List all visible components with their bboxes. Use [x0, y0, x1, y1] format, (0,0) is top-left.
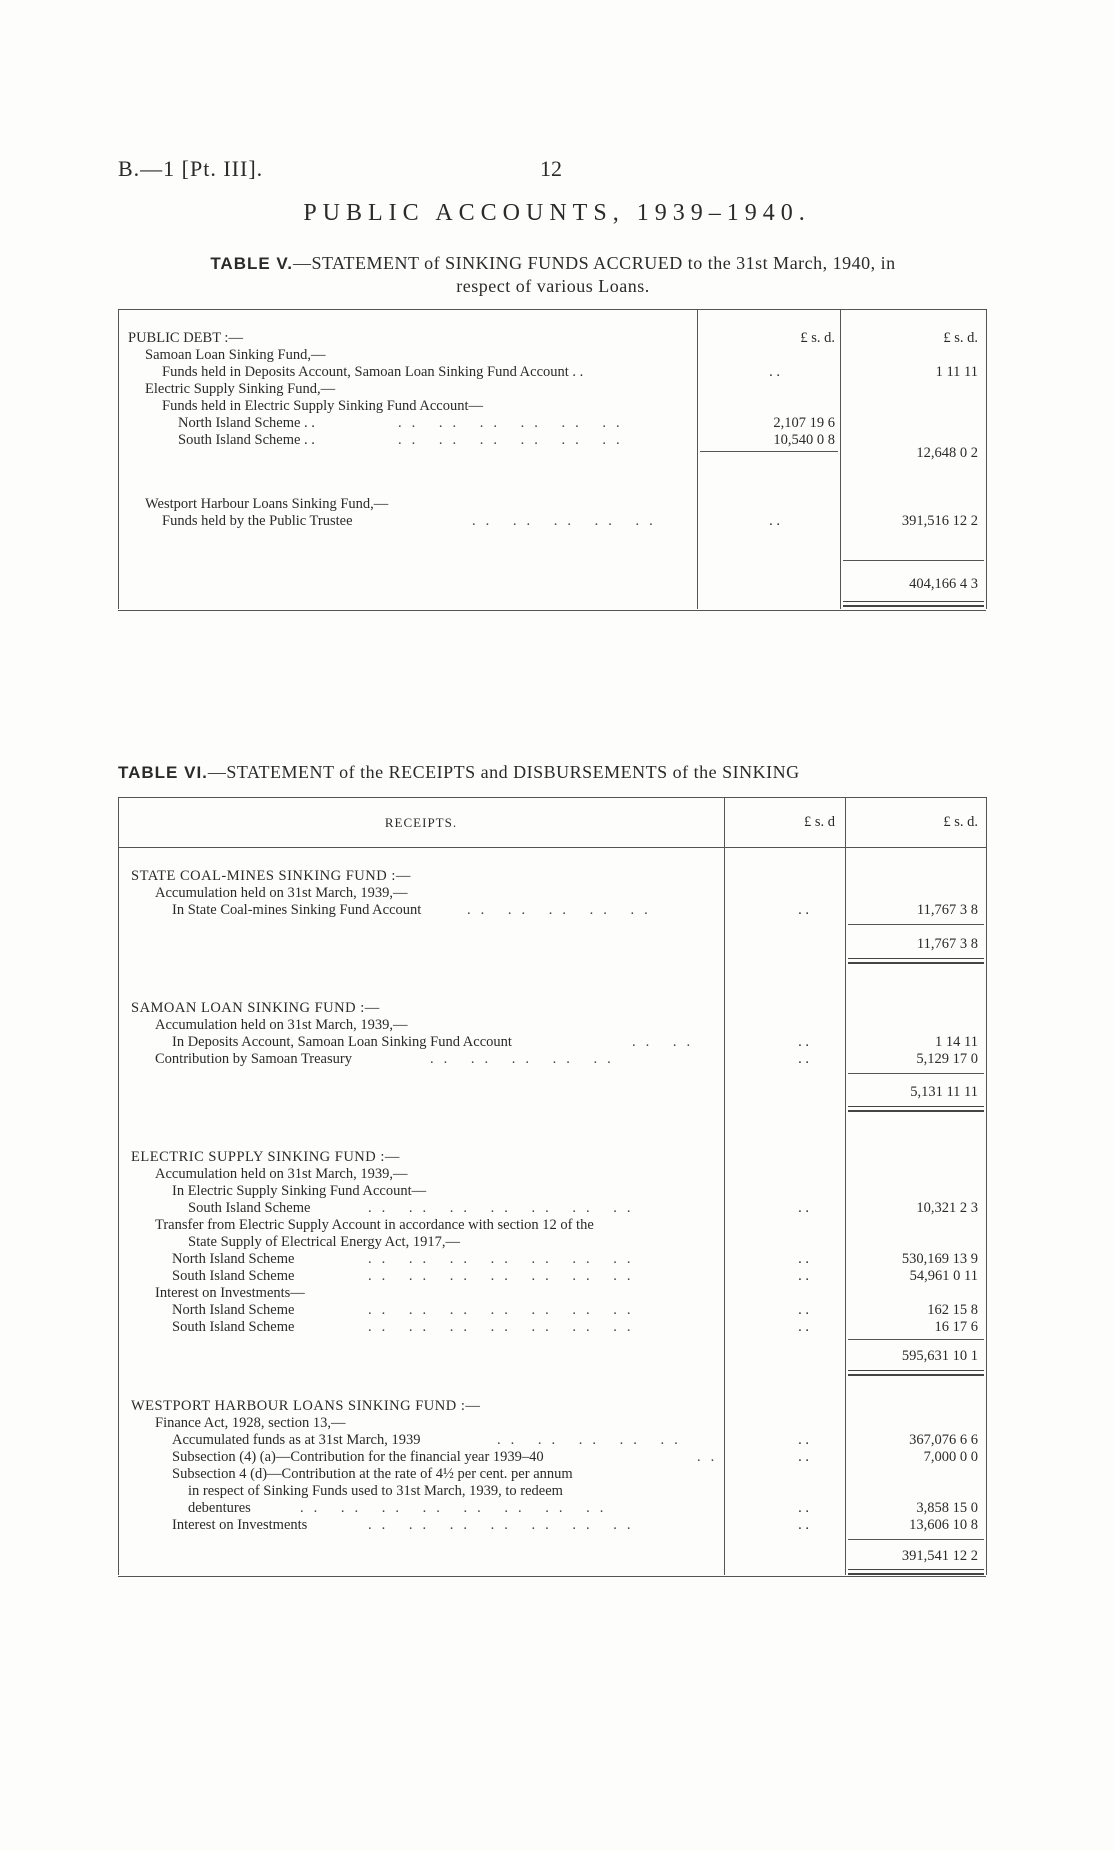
state-coal-col2: 11,767 3 8 — [916, 902, 978, 918]
electric-in-account: In Electric Supply Sinking Fund Account— — [172, 1183, 427, 1199]
receipts-header: RECEIPTS. — [384, 815, 458, 830]
state-coal-accum: Accumulation held on 31st March, 1939,— — [155, 885, 408, 901]
electric-north3-col1: . . — [798, 1302, 809, 1318]
westport-sub4d-line1: Subsection 4 (d)—Contribution at the rate of 4½ per cent. per annum — [172, 1466, 573, 1482]
westport-trustee-line: Funds held by the Public Trustee .. .. .. .. .. — [162, 513, 663, 529]
westport-sub4d-line3: debentures .. .. .. .. .. .. .. .. — [188, 1500, 614, 1516]
table5-col2-header: £ s. d. — [943, 330, 978, 346]
state-coal-col1: . . — [798, 902, 809, 918]
table5-col1-header: £ s. d. — [800, 330, 835, 346]
electric-south3-col1: . . — [798, 1319, 809, 1335]
samoan-heading: SAMOAN LOAN SINKING FUND :— — [131, 1000, 380, 1016]
table6-col1-header: £ s. d — [803, 814, 835, 830]
page-number: 12 — [540, 156, 562, 181]
electric-north2-col1: . . — [798, 1251, 809, 1267]
electric-fund-line: Electric Supply Sinking Fund,— — [145, 381, 336, 397]
electric-south3: South Island Scheme .. .. .. .. .. .. .. — [172, 1319, 641, 1335]
electric-south2-col2: 54,961 0 11 — [909, 1268, 978, 1284]
electric-transfer-line2: State Supply of Electrical Energy Act, 1917,— — [188, 1234, 460, 1250]
westport-fund-line: Westport Harbour Loans Sinking Fund,— — [145, 496, 389, 512]
document-reference: B.—1 [Pt. III]. — [118, 156, 264, 181]
electric-south1: South Island Scheme .. .. .. .. .. .. .. — [188, 1200, 641, 1216]
samoan-item1-col2: 1 14 11 — [935, 1034, 978, 1050]
electric-north3-col2: 162 15 8 — [927, 1302, 978, 1318]
samoan-total: 5,131 11 11 — [910, 1084, 978, 1100]
electric-south1-col1: . . — [798, 1200, 809, 1216]
samoan-item2: Contribution by Samoan Treasury .. .. .. .. .. — [155, 1051, 621, 1067]
westport-col2-value: 391,516 12 2 — [901, 513, 978, 529]
westport-interest-col1: . . — [798, 1517, 809, 1533]
samoan-accum: Accumulation held on 31st March, 1939,— — [155, 1017, 408, 1033]
westport-sub4a-col1: . . — [798, 1449, 809, 1465]
electric-north2: North Island Scheme .. .. .. .. .. .. .. — [172, 1251, 641, 1267]
samoan-deposits-line: Funds held in Deposits Account, Samoan Loan Sinking Fund Account . . — [162, 364, 584, 380]
state-coal-item: In State Coal-mines Sinking Fund Account .. .. .. .. .. — [172, 902, 658, 918]
state-coal-total: 11,767 3 8 — [916, 936, 978, 952]
westport-sub4d-col2: 3,858 15 0 — [916, 1500, 978, 1516]
table5-title-text: —STATEMENT of SINKING FUNDS ACCRUED to the 31st March, 1940, in — [292, 253, 896, 273]
electric-heading: ELECTRIC SUPPLY SINKING FUND :— — [131, 1149, 400, 1165]
table5-title-line2: respect of various Loans. — [456, 276, 650, 296]
westport-sub4d-col1: . . — [798, 1500, 809, 1516]
westport-total: 391,541 12 2 — [901, 1548, 978, 1564]
electric-south3-col2: 16 17 6 — [934, 1319, 978, 1335]
westport-sub4a: Subsection (4) (a)—Contribution for the financial year 1939–40 .. — [172, 1449, 725, 1465]
electric-accum: Accumulation held on 31st March, 1939,— — [155, 1166, 408, 1182]
electric-south1-col2: 10,321 2 3 — [916, 1200, 978, 1216]
south-island-value: 10,540 0 8 — [773, 432, 835, 448]
samoan-item2-col1: . . — [798, 1051, 809, 1067]
electric-total-value: 12,648 0 2 — [916, 445, 978, 461]
westport-accumulated: Accumulated funds as at 31st March, 1939 .. .. .. .. .. — [172, 1432, 688, 1448]
table6-col2-header: £ s. d. — [943, 814, 978, 830]
table5-label: TABLE V. — [210, 254, 293, 273]
samoan-item1-col1: . . — [798, 1034, 809, 1050]
samoan-fund-line: Samoan Loan Sinking Fund,— — [145, 347, 326, 363]
table5-title — [118, 252, 988, 297]
samoan-col1-value: . . — [769, 364, 780, 380]
south-island-line: South Island Scheme . . .. .. .. .. .. .. — [178, 432, 630, 448]
electric-interest: Interest on Investments— — [155, 1285, 305, 1301]
westport-accumulated-col2: 367,076 6 6 — [909, 1432, 978, 1448]
public-debt-heading: PUBLIC DEBT :— — [128, 330, 243, 346]
table6-title-text: —STATEMENT of the RECEIPTS and DISBURSEMENTS of the SINKING — [207, 762, 800, 782]
westport-col1-value: . . — [769, 513, 780, 529]
table6-title — [118, 762, 988, 783]
westport-accumulated-col1: . . — [798, 1432, 809, 1448]
electric-funds-line: Funds held in Electric Supply Sinking Fund Account— — [162, 398, 484, 414]
westport-heading: WESTPORT HARBOUR LOANS SINKING FUND :— — [131, 1398, 481, 1414]
north-island-value: 2,107 19 6 — [773, 415, 835, 431]
north-island-line: North Island Scheme . . .. .. .. .. .. .. — [178, 415, 630, 431]
table6-label: TABLE VI. — [118, 763, 208, 782]
westport-interest: Interest on Investments .. .. .. .. .. .. .. — [172, 1517, 641, 1533]
state-coal-heading: STATE COAL-MINES SINKING FUND :— — [131, 868, 411, 884]
samoan-item2-col2: 5,129 17 0 — [916, 1051, 978, 1067]
electric-total: 595,631 10 1 — [901, 1348, 978, 1364]
electric-south2: South Island Scheme .. .. .. .. .. .. .. — [172, 1268, 641, 1284]
page-title: PUBLIC ACCOUNTS, 1939–1940. — [303, 200, 811, 226]
electric-south2-col1: . . — [798, 1268, 809, 1284]
samoan-col2-value: 1 11 11 — [935, 364, 978, 380]
electric-north3: North Island Scheme .. .. .. .. .. .. .. — [172, 1302, 641, 1318]
samoan-item1: In Deposits Account, Samoan Loan Sinking Fund Account .. .. — [172, 1034, 701, 1050]
westport-sub4d-line2: in respect of Sinking Funds used to 31st March, 1939, to redeem — [188, 1483, 563, 1499]
westport-sub4a-col2: 7,000 0 0 — [923, 1449, 978, 1465]
westport-interest-col2: 13,606 10 8 — [909, 1517, 978, 1533]
electric-transfer-line1: Transfer from Electric Supply Account in accordance with section 12 of the — [155, 1217, 594, 1233]
westport-finance-act: Finance Act, 1928, section 13,— — [155, 1415, 346, 1431]
electric-north2-col2: 530,169 13 9 — [901, 1251, 978, 1267]
table5-grand-total: 404,166 4 3 — [909, 576, 978, 592]
